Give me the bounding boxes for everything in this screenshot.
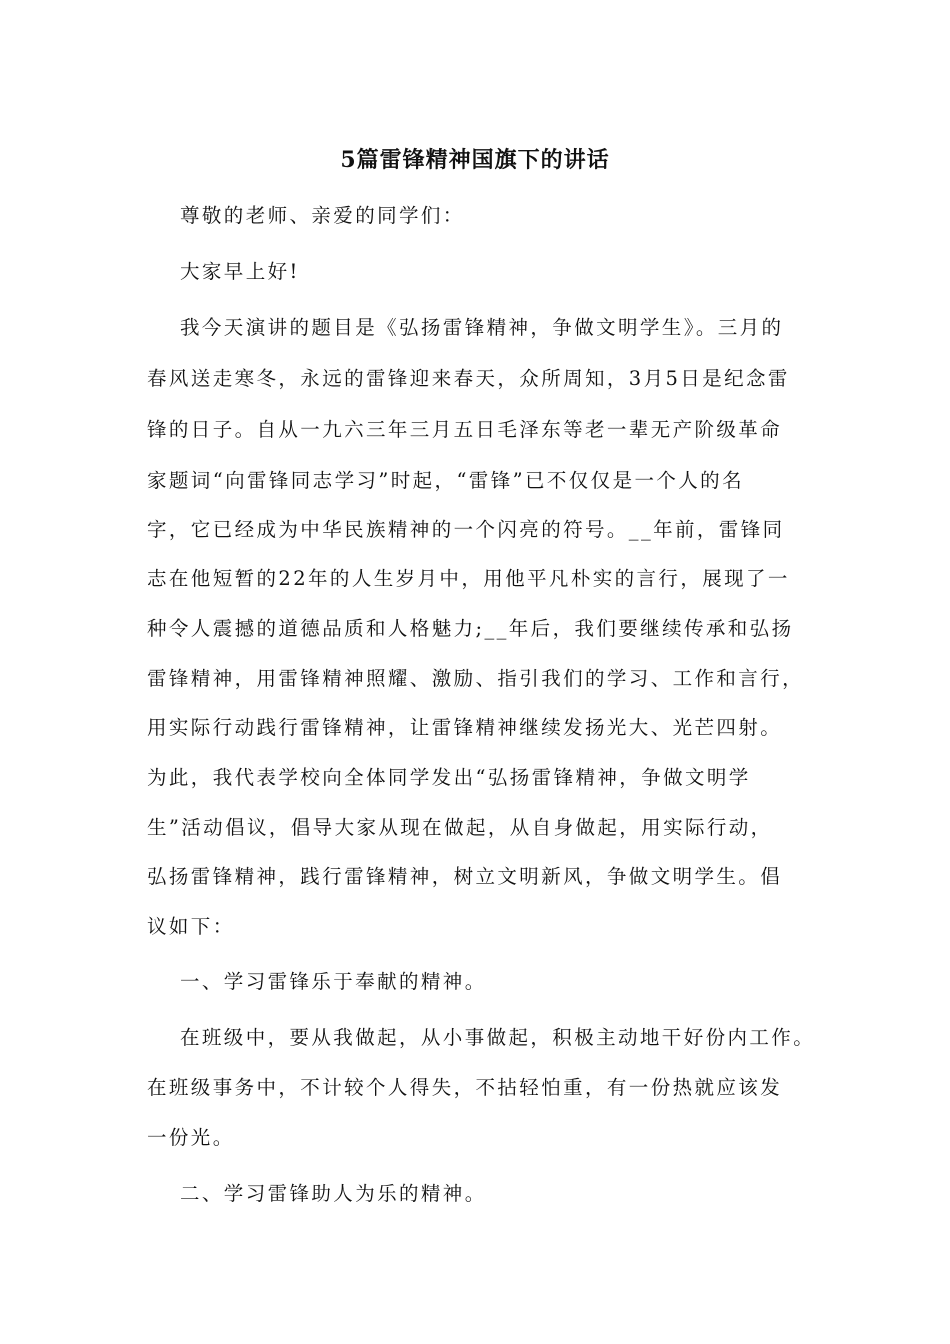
paragraph-line: 用实际行动践行雷锋精神，让雷锋精神继续发扬光大、光芒四射。 bbox=[147, 716, 783, 739]
paragraph-line: 雷锋精神，用雷锋精神照耀、激励、指引我们的学习、工作和言行， bbox=[147, 667, 805, 690]
document-title: 5篇雷锋精神国旗下的讲话 bbox=[340, 147, 610, 173]
section-heading-1: 一、学习雷锋乐于奉献的精神。 bbox=[180, 970, 487, 993]
paragraph-line: 为此，我代表学校向全体同学发出“弘扬雷锋精神，争做文明学 bbox=[147, 766, 751, 789]
section-heading-2: 二、学习雷锋助人为乐的精神。 bbox=[180, 1182, 487, 1205]
paragraph-line: 弘扬雷锋精神，践行雷锋精神，树立文明新风，争做文明学生。倡 bbox=[147, 865, 783, 888]
paragraph-line: 在班级事务中，不计较个人得失，不拈轻怕重，有一份热就应该发 bbox=[147, 1076, 783, 1099]
greeting: 大家早上好! bbox=[180, 260, 300, 283]
paragraph-line: 字，它已经成为中华民族精神的一个闪亮的符号。__年前，雷锋同 bbox=[147, 518, 785, 541]
salutation: 尊敬的老师、亲爱的同学们： bbox=[180, 204, 465, 227]
paragraph-line: 家题词“向雷锋同志学习”时起，“雷锋”已不仅仅是一个人的名 bbox=[147, 469, 744, 492]
paragraph-line: 志在他短暂的22年的人生岁月中，用他平凡朴实的言行，展现了一 bbox=[147, 567, 790, 590]
paragraph-line: 春风送走寒冬，永远的雷锋迎来春天，众所周知，3月5日是纪念雷 bbox=[147, 367, 790, 390]
paragraph-line: 一份光。 bbox=[147, 1126, 235, 1149]
paragraph-line: 议如下： bbox=[147, 915, 235, 938]
paragraph-line: 锋的日子。自从一九六三年三月五日毛泽东等老一辈无产阶级革命 bbox=[147, 418, 783, 441]
paragraph-line: 生”活动倡议，倡导大家从现在做起，从自身做起，用实际行动， bbox=[147, 816, 773, 839]
paragraph-line: 种令人震撼的道德品质和人格魅力;__年后，我们要继续传承和弘扬 bbox=[147, 617, 794, 640]
paragraph-line: 在班级中，要从我做起，从小事做起，积极主动地干好份内工作。 bbox=[180, 1026, 816, 1049]
paragraph-line: 我今天演讲的题目是《弘扬雷锋精神，争做文明学生》。三月的 bbox=[180, 316, 784, 339]
